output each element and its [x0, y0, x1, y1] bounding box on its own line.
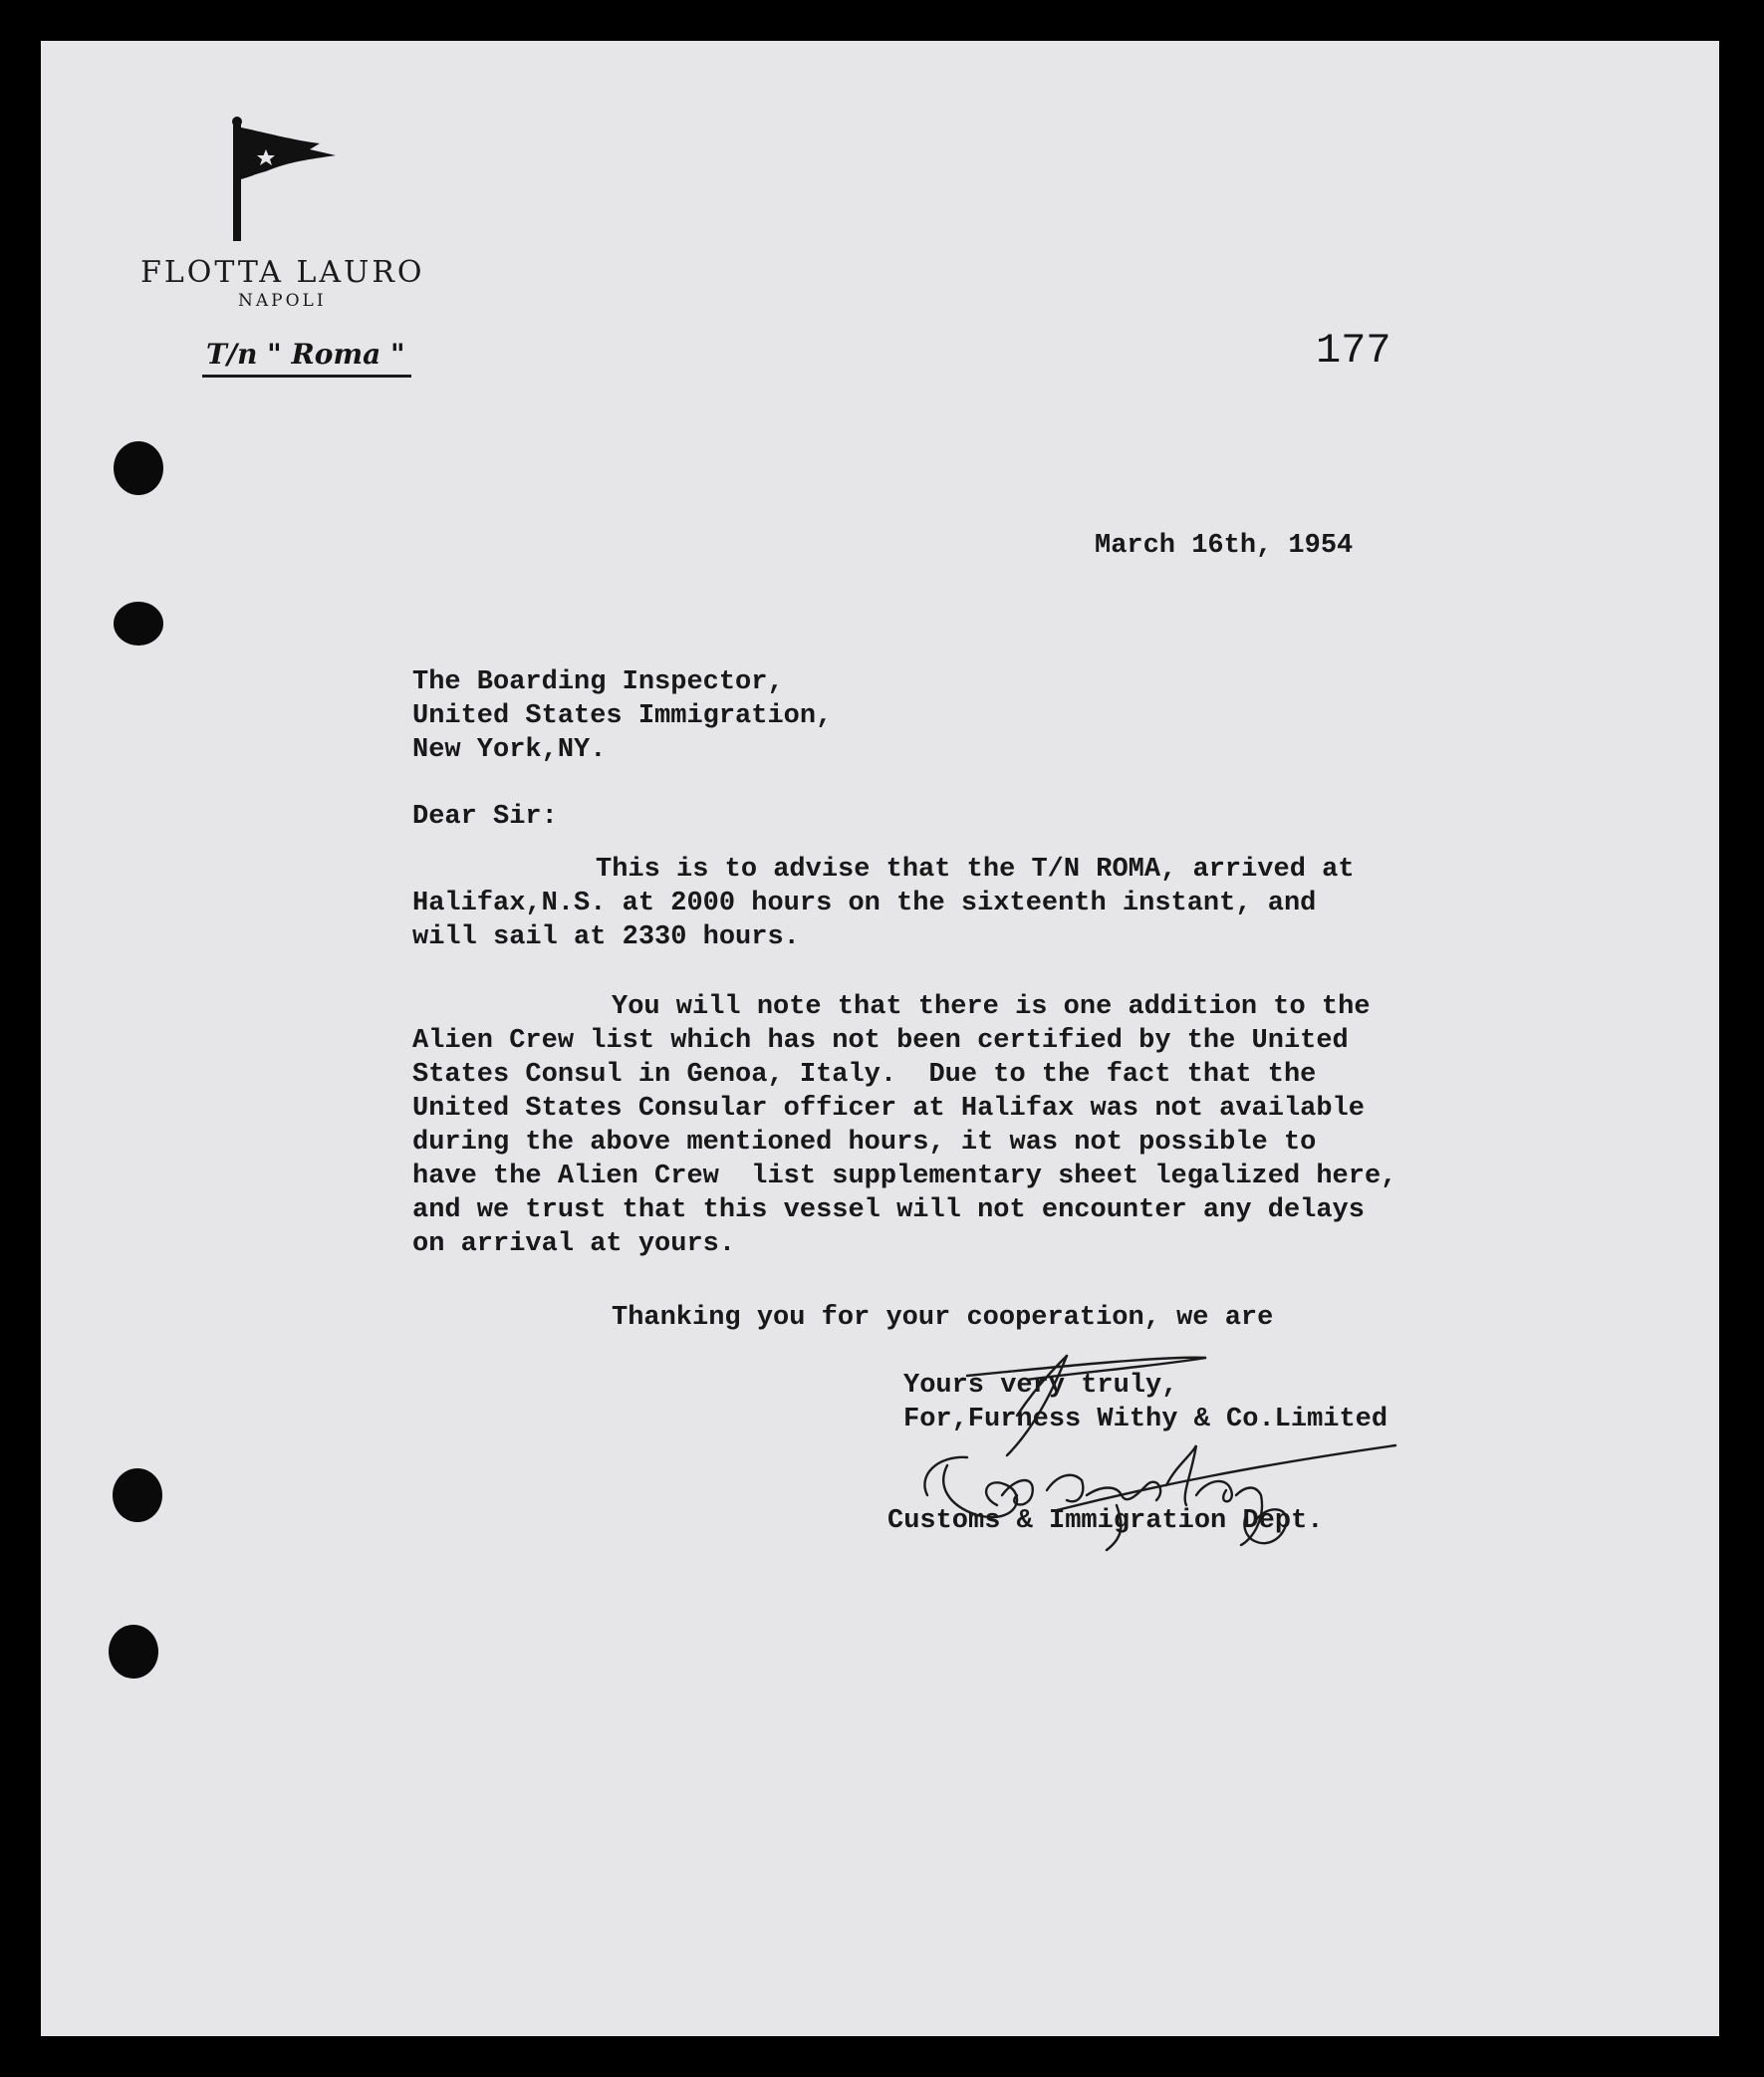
- company-name: FLOTTA LAURO: [140, 255, 425, 290]
- punch-hole-4: [109, 1625, 158, 1679]
- recipient-line: New York,NY.: [412, 735, 607, 765]
- punch-hole-3: [113, 1468, 162, 1522]
- paragraph-line: Alien Crew list which has not been certified by the United: [412, 1026, 1349, 1056]
- recipient-line: The Boarding Inspector,: [412, 667, 784, 697]
- vessel-name-handwritten: [202, 338, 411, 378]
- paragraph-line: have the Alien Crew list supplementary sheet legalized here,: [412, 1162, 1397, 1191]
- department: Customs & Immigration Dept.: [887, 1506, 1324, 1536]
- complimentary-close: Yours very truly,: [903, 1371, 1178, 1401]
- paragraph-line: Halifax,N.S. at 2000 hours on the sixteenth instant, and: [412, 889, 1317, 918]
- flag-logo-icon: [230, 116, 350, 245]
- paragraph-line: States Consul in Genoa, Italy. Due to the fact that the: [412, 1060, 1317, 1090]
- letter-date: March 16th, 1954: [1095, 531, 1354, 561]
- company-city: NAPOLI: [238, 291, 327, 311]
- paragraph-2: [412, 990, 1396, 1261]
- paragraph-line: during the above mentioned hours, it was not possible to: [412, 1128, 1317, 1158]
- page-number: 177: [1316, 327, 1391, 375]
- punch-hole-1: [114, 441, 163, 495]
- paragraph-line: This is to advise that the T/N ROMA, arrived at: [596, 855, 1355, 885]
- paragraph-line: You will note that there is one addition to the: [612, 992, 1371, 1022]
- paragraph-line: on arrival at yours.: [412, 1229, 736, 1259]
- paragraph-line: United States Consular officer at Halifax was not available: [412, 1094, 1365, 1124]
- recipient-line: United States Immigration,: [412, 701, 833, 731]
- vessel-name-text: T/n " Roma ": [206, 338, 405, 371]
- recipient-address: [412, 665, 832, 767]
- paragraph-1: [412, 853, 1355, 954]
- salutation: Dear Sir:: [412, 802, 558, 832]
- closing-line: Thanking you for your cooperation, we are: [612, 1303, 1274, 1333]
- punch-hole-2: [114, 602, 163, 646]
- handwritten-signature-icon: [907, 1346, 1425, 1575]
- letter-sheet: [41, 41, 1719, 2036]
- paragraph-line: and we trust that this vessel will not encounter any delays: [412, 1195, 1365, 1225]
- for-company: For,Furness Withy & Co.Limited: [903, 1405, 1388, 1434]
- paragraph-line: will sail at 2330 hours.: [412, 922, 800, 952]
